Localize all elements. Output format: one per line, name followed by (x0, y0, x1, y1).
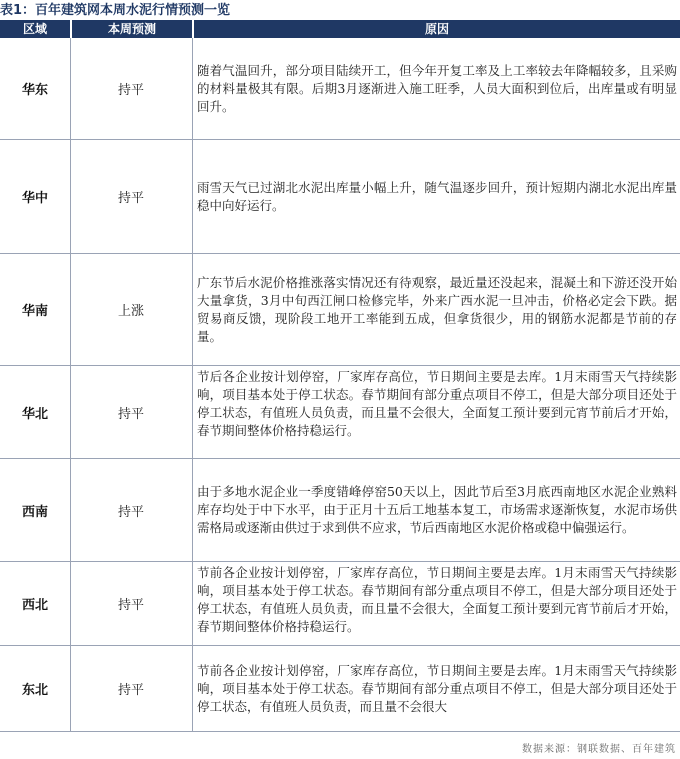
column-divider (192, 562, 193, 645)
table-row (0, 254, 680, 366)
row-reason (197, 254, 677, 365)
row-forecast: 持平 (117, 598, 144, 613)
table-row (0, 562, 680, 646)
column-divider (192, 38, 193, 139)
table-row (0, 646, 680, 732)
column-divider (192, 459, 193, 561)
row-reason-text: 由于多地水泥企业一季度错峰停窑50天以上，因此节后至3月底西南地区水泥企业熟料库存均处于中下水平，由于正月十五后工地基本复工，市场需求逐渐恢复，水泥市场供需格局或逐渐由供过于求到供不应求，节后西南地区水泥价格或稳中偏强运行。 (197, 484, 677, 535)
header-region: 区域 (22, 22, 47, 36)
row-forecast: 上涨 (117, 304, 144, 319)
row-forecast: 持平 (117, 83, 144, 98)
column-divider (192, 140, 193, 253)
row-region: 华东 (21, 83, 48, 98)
table-header (0, 20, 680, 38)
row-reason-text: 随着气温回升，部分项目陆续开工，但今年开复工率及上工率较去年降幅较多，且采购的材料量极其有限。后期3月逐渐进入施工旺季，人员大面积到位后，出库量或有明显回升。 (197, 62, 677, 114)
row-reason (197, 366, 677, 458)
row-forecast: 持平 (117, 406, 144, 422)
column-divider (192, 254, 193, 365)
table-row (0, 366, 680, 459)
row-region: 西南 (21, 504, 48, 520)
table-row (0, 459, 680, 562)
row-region: 西北 (21, 598, 48, 613)
column-divider (192, 646, 193, 731)
row-region: 东北 (21, 683, 48, 698)
row-reason (197, 459, 677, 561)
column-divider (192, 366, 193, 458)
row-reason-text: 广东节后水泥价格推涨落实情况还有待观察，最近量还没起来，混凝土和下游还没开始大量拿货，3月中旬西江闸口检修完毕，外来广西水泥一旦冲击，价格必定会下跌。据贸易商反馈，现阶段工地开工率能到五成，但拿货很少，用的钢筋水泥都是节前的存量。 (197, 274, 677, 344)
row-reason-text: 节前各企业按计划停窑，厂家库存高位，节日期间主要是去库。1月末雨雪天气持续影响，项目基本处于停工状态。春节期间有部分重点项目不停工，但是大部分项目还处于停工状态，有值班人员负责，而且量不会很大，全面复工预计要到元宵节前后才开始，春节期间整体价格持稳运行。 (197, 565, 677, 634)
row-region: 华南 (21, 304, 48, 319)
data-source: 数据来源：钢联数据、百年建筑 (522, 744, 676, 755)
row-forecast: 持平 (117, 191, 144, 206)
row-reason (197, 140, 677, 253)
row-forecast: 持平 (117, 683, 144, 698)
header-forecast: 本周预测 (107, 22, 156, 36)
row-reason-text: 节后各企业按计划停窑，厂家库存高位，节日期间主要是去库。1月末雨雪天气持续影响，项目基本处于停工状态。春节期间有部分重点项目不停工，但是大部分项目还处于停工状态，有值班人员负责，而且量不会很大，全面复工预计要到元宵节前后才开始，春节期间整体价格持稳运行。 (197, 369, 677, 438)
row-forecast: 持平 (117, 504, 144, 520)
row-reason (197, 646, 677, 731)
header-reason: 原因 (424, 22, 449, 36)
table-row (0, 38, 680, 140)
row-reason-text: 雨雪天气已过湖北水泥出库量小幅上升，随气温逐步回升，预计短期内湖北水泥出库量稳中向好运行。 (197, 179, 677, 213)
table-row (0, 140, 680, 254)
table-title: 表1：百年建筑网本周水泥行情预测一览 (0, 3, 231, 18)
row-region: 华中 (21, 191, 48, 206)
row-reason-text: 节前各企业按计划停窑，厂家库存高位，节日期间主要是去库。1月末雨雪天气持续影响，项目基本处于停工状态。春节期间有部分重点项目不停工，但是大部分项目还处于停工状态，有值班人员负责，而且量不会很大 (197, 662, 677, 714)
row-region: 华北 (21, 406, 48, 422)
row-reason (197, 562, 677, 645)
row-reason (197, 38, 677, 139)
